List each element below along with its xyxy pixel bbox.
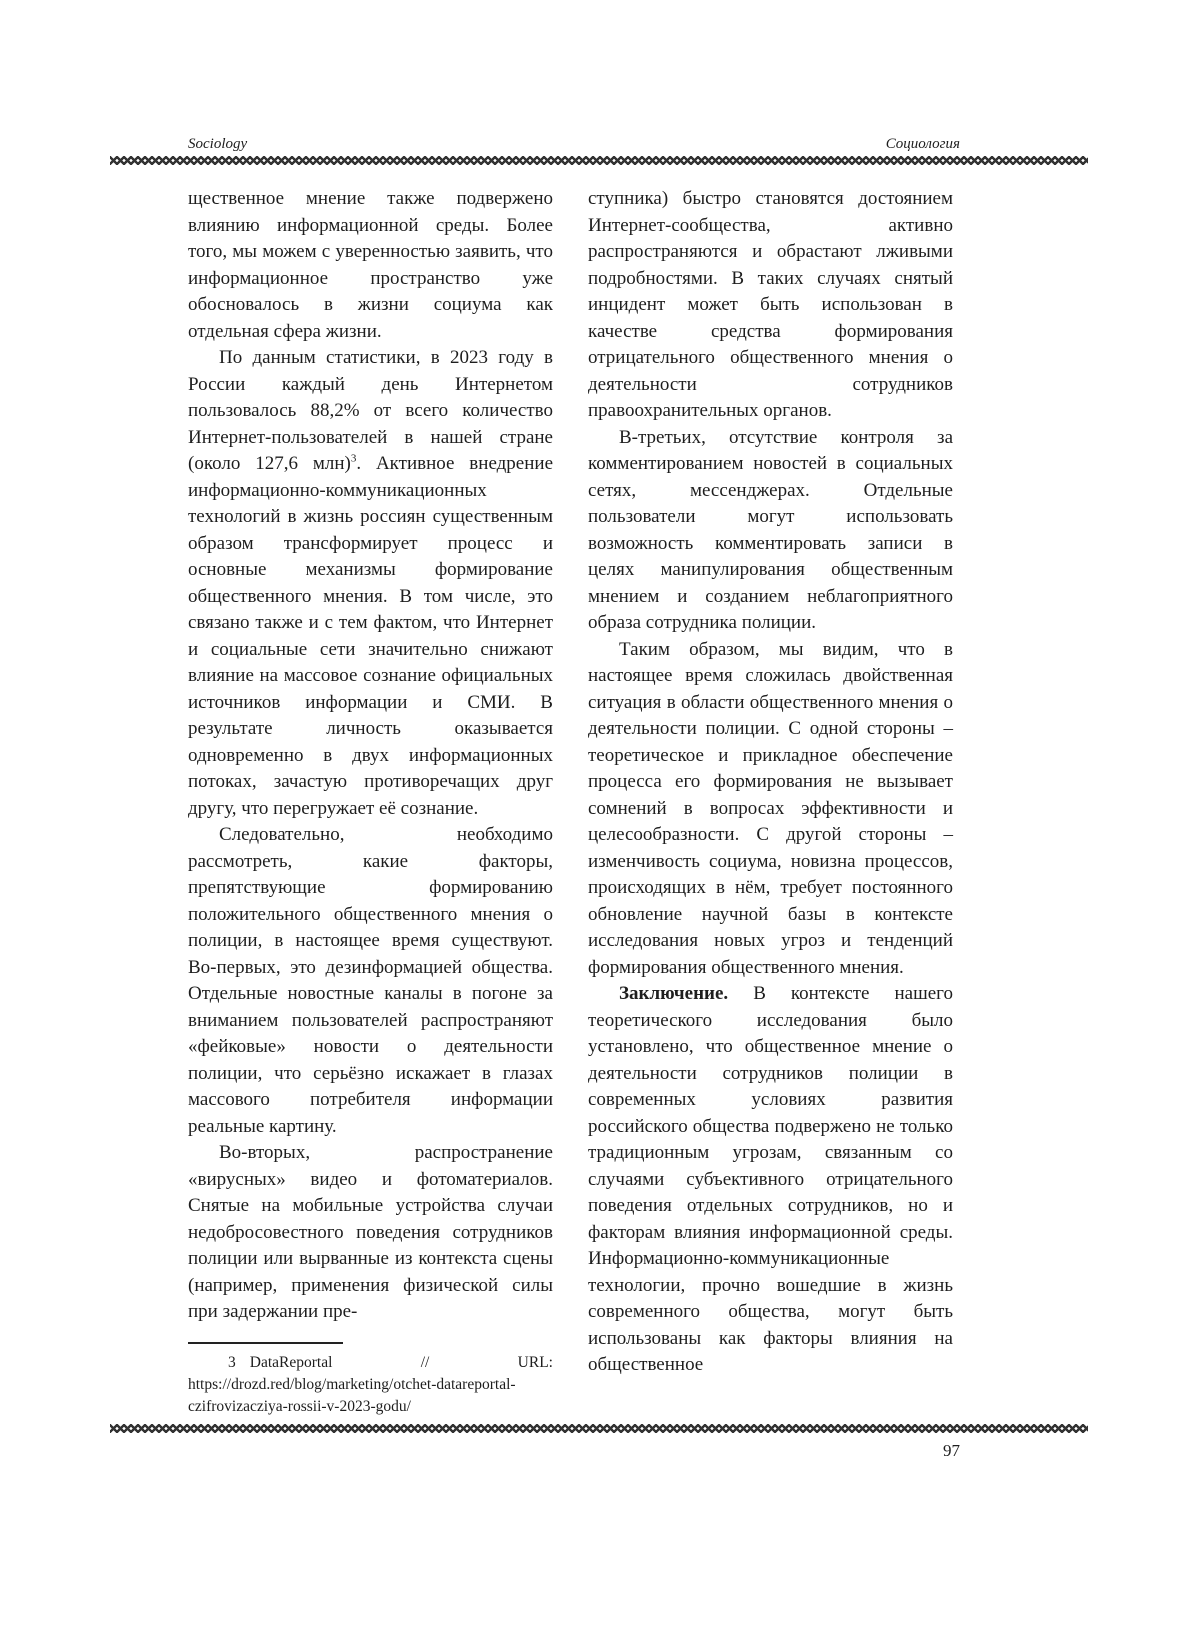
running-header-left: Sociology: [188, 135, 247, 153]
page-number: 97: [943, 1441, 960, 1461]
right-paragraph-2: В-третьих, отсутствие контроля за комментированием новостей в социальных сетях, мессенджерах. Отдельные пользователи могут использовать возможность комментировать записи в целях манипулирования общественным мнением и созданием неблагоприятного образа сотрудника полиции.: [588, 425, 953, 637]
footnote-text: DataReportal // URL: https://drozd.red/blog/marketing/otchet-datareportal-czifrovizacziya-rossii-v-2023-godu/: [188, 1354, 553, 1415]
left-paragraph-2-text: По данным статистики, в 2023 году в России каждый день Интернетом пользовалось 88,2% от всего количество Интернет-пользователей в нашей стране (около 127,6 млн): [188, 347, 553, 474]
right-paragraph-3: Таким образом, мы видим, что в настоящее время сложилась двойственная ситуация в области общественного мнения о деятельности полиции. С одной стороны – теоретическое и прикладное обеспечение процесса его формирования не вызывает сомнений в вопросах эффективности и целесообразности. С другой стороны – изменчивость социума, новизна процессов, происходящих в нём, требует постоянного обновление научной базы в контексте исследования новых угроз и тенденций формирования общественного мнения.: [588, 637, 953, 982]
left-paragraph-1: щественное мнение также подвержено влиянию информационной среды. Более того, мы можем с уверенностью заявить, что информационное пространство уже обосновалось в жизни социума как отдельная сфера жизни.: [188, 186, 553, 345]
footnote: [188, 1352, 553, 1418]
footnote-separator: [188, 1342, 343, 1344]
left-column: [188, 186, 553, 1326]
conclusion-heading: Заключение.: [619, 983, 728, 1004]
conclusion-text: В контексте нашего теоретического исследования было установлено, что общественное мнение о деятельности сотрудников полиции в современных условиях развития российского общества подвержено не только традиционным угрозам, связанным со случаями субъективного отрицательного поведения отдельных сотрудников, но и факторам влияния информационной среды. Информационно-коммуникационные технологии, прочно вошедшие в жизнь современного общества, могут быть использованы как факторы влияния на общественное: [588, 983, 953, 1375]
left-paragraph-2-text-cont: . Активное внедрение информационно-коммуникационных технологий в жизнь россиян существенным образом трансформирует процесс и основные механизмы формирование общественного мнения. В том числе, это связано также и с тем фактом, что Интернет и социальные сети значительно снижают влияние на массовое сознание официальных источников информации и СМИ. В результате личность оказывается одновременно в двух информационных потоках, зачастую противоречащих друг другу, что перегружает её сознание.: [188, 453, 553, 819]
right-column: [588, 186, 953, 1379]
bottom-ornamental-rule: [110, 1424, 1088, 1433]
left-paragraph-4: Во-вторых, распространение «вирусных» видео и фотоматериалов. Снятые на мобильные устройства случаи недобросовестного поведения сотрудников полиции или вырванные из контекста сцены (например, применения физической силы при задержании пре-: [188, 1140, 553, 1326]
right-paragraph-4: [588, 981, 953, 1379]
right-paragraph-1: ступника) быстро становятся достоянием Интернет-сообщества, активно распространяются и обрастают лживыми подробностями. В таких случаях снятый инцидент может быть использован в качестве средства формирования отрицательного общественного мнения о деятельности сотрудников правоохранительных органов.: [588, 186, 953, 425]
footnote-number: 3: [228, 1352, 236, 1374]
footnote-reference: 3: [351, 453, 357, 465]
running-header-right: Социология: [886, 135, 960, 153]
top-ornamental-rule: [110, 156, 1088, 165]
left-paragraph-2: [188, 345, 553, 822]
left-paragraph-3: Следовательно, необходимо рассмотреть, какие факторы, препятствующие формированию положительного общественного мнения о полиции, в настоящее время существуют. Во-первых, это дезинформацией общества. Отдельные новостные каналы в погоне за вниманием пользователей распространяют «фейковые» новости о деятельности полиции, что серьёзно искажает в глазах массового потребителя информации реальные картину.: [188, 822, 553, 1140]
